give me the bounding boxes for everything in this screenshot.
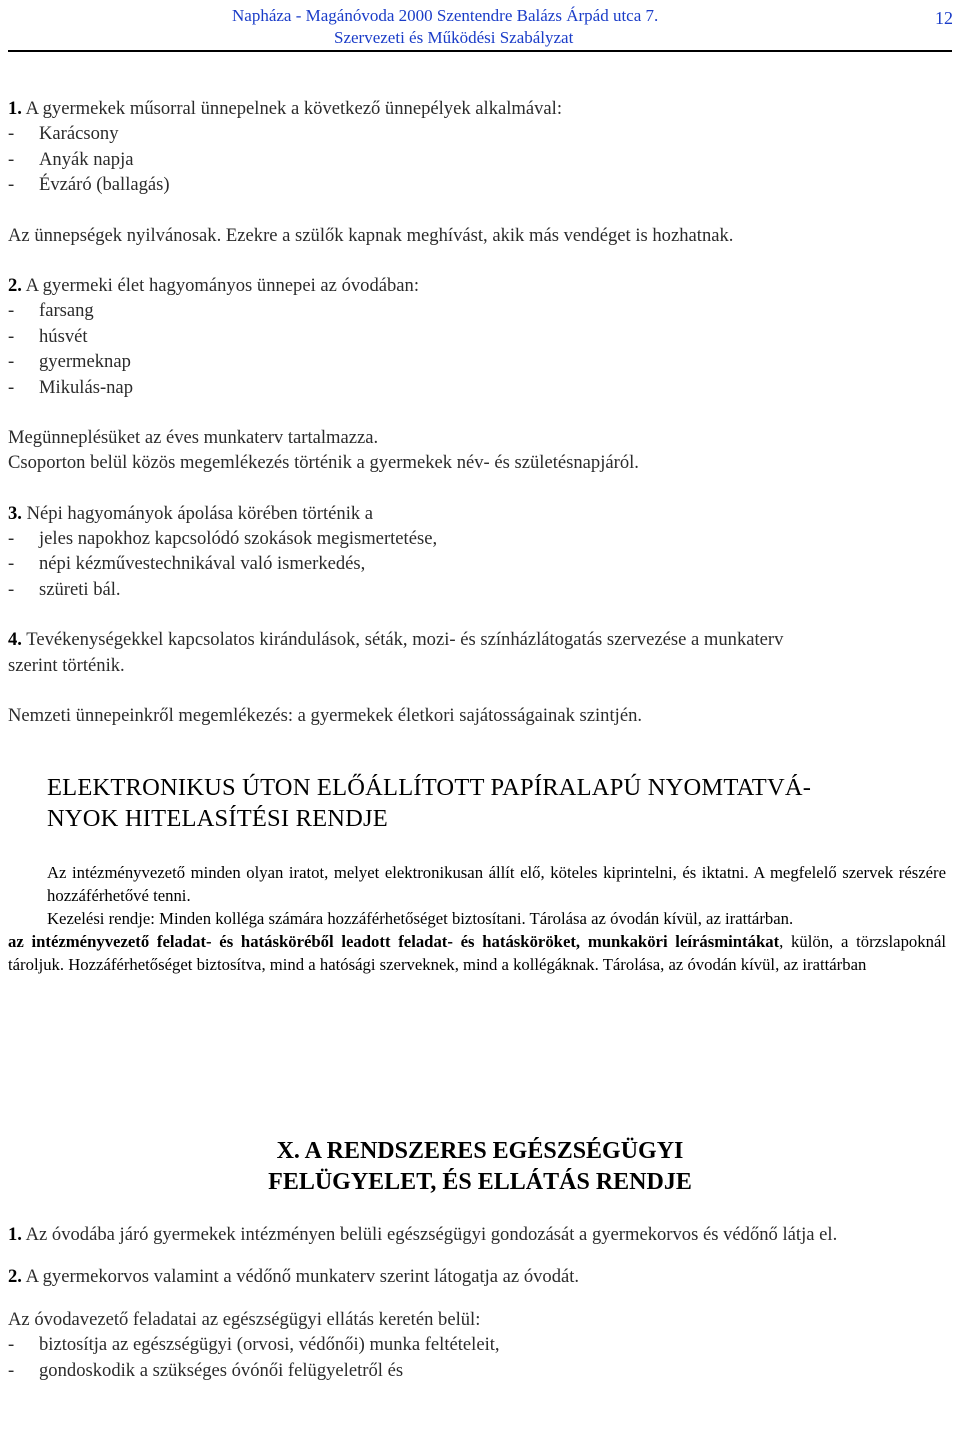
list-item: - népi kézművestechnikával való ismerkedés, xyxy=(8,553,366,575)
section-1-title: A gyermekek műsorral ünnepelnek a következő ünnepélyek alkalmával: xyxy=(21,98,563,119)
document-body xyxy=(8,96,952,728)
chapter-x-body xyxy=(8,1222,952,1383)
section-2-number: 2. xyxy=(8,274,22,296)
list-item: - biztosítja az egészségügyi (orvosi, védőnői) munka feltételeit, xyxy=(8,1334,500,1356)
section-2 xyxy=(8,273,952,476)
section-3 xyxy=(8,501,952,603)
list-item: - gyermeknap xyxy=(8,351,131,373)
list-item: - gondoskodik a szükséges óvónői felügyeletről és xyxy=(8,1359,404,1381)
section-2-title: A gyermeki élet hagyományos ünnepei az óvodában: xyxy=(21,274,420,296)
header-document-title: Szervezeti és Működési Szabályzat xyxy=(334,28,574,47)
section-1 xyxy=(8,96,952,248)
section-1-note: Az ünnepségek nyilvánosak. Ezekre a szülők kapnak meghívást, akik más vendéget is hozhatnak. xyxy=(8,224,734,246)
section-4 xyxy=(8,627,952,728)
list-item: - Karácsony xyxy=(8,123,119,145)
chapter-title-line-2: FELÜGYELET, ÉS ELLÁTÁS RENDJE xyxy=(268,1169,692,1195)
elektronikus-section xyxy=(8,772,952,976)
elektronikus-paragraph-2: Kezelési rendje: Minden kolléga számára hozzáférhetőséget biztosítani. Tárolása az óvodán kívül, az irattárban. xyxy=(47,909,794,928)
list-item: - szüreti bál. xyxy=(8,578,121,600)
page-number: 12 xyxy=(935,8,953,28)
list-item: - Mikulás-nap xyxy=(8,376,133,398)
section-2-note-1: Megünneplésüket az éves munkaterv tartalmazza. xyxy=(8,426,379,448)
chapter-x-title xyxy=(0,1136,960,1198)
section-3-number: 3. xyxy=(8,502,22,524)
list-item: - húsvét xyxy=(8,325,88,347)
elektronikus-heading: ELEKTRONIKUS ÚTON ELŐÁLLÍTOTT PAPÍRALAPÚ NYOMTATVÁ- NYOK HITELASÍTÉSI RENDJE xyxy=(47,774,812,832)
section-1-number: 1. xyxy=(8,98,22,119)
list-item: - Anyák napja xyxy=(8,148,134,170)
list-item: - Évzáró (ballagás) xyxy=(8,174,170,196)
section-2-note-2: Csoporton belül közös megemlékezés történik a gyermekek név- és születésnapjáról. xyxy=(8,452,639,474)
section-4-note: Nemzeti ünnepeinkről megemlékezés: a gyermekek életkori sajátosságainak szintjén. xyxy=(8,705,643,727)
x-item-2: 2. A gyermekorvos valamint a védőnő munkaterv szerint látogatja az óvodát. xyxy=(8,1266,580,1288)
elektronikus-paragraph-3: az intézményvezető feladat- és hatásköréből leadott feladat- és hatásköröket, munkaköri leírásmintákat, külön, a törzslapoknál tároljuk. Hozzáférhetőséget biztosítva, mind a hatósági szerveknek, mind a kollégáknak. Tárolása, az óvodán kívül, az irattárban xyxy=(8,932,946,974)
section-4-number: 4. xyxy=(8,629,22,651)
header-divider xyxy=(8,50,952,52)
list-item: - farsang xyxy=(8,300,94,322)
chapter-title-line-1: X. A RENDSZERES EGÉSZSÉGÜGYI xyxy=(276,1138,684,1164)
section-4-text: Tevékenységekkel kapcsolatos kirándulások, séták, mozi- és színházlátogatás szervezése a munkaterv xyxy=(21,629,784,651)
list-item: - jeles napokhoz kapcsolódó szokások megismertetése, xyxy=(8,528,438,550)
header-institution: Napháza - Magánóvoda 2000 Szentendre Balázs Árpád utca 7. xyxy=(232,6,659,25)
x-item-1: 1. Az óvodába járó gyermekek intézményen belüli egészségügyi gondozását a gyermekorvos és védőnő látja el. xyxy=(8,1224,838,1245)
x-intro: Az óvodavezető feladatai az egészségügyi ellátás keretén belül: xyxy=(8,1308,481,1330)
page-header xyxy=(0,4,960,46)
section-4-text-cont: szerint történik. xyxy=(8,654,125,676)
section-3-title: Népi hagyományok ápolása körében történik a xyxy=(21,502,374,524)
elektronikus-paragraph-1: Az intézményvezető minden olyan iratot, melyet elektronikusan állít elő, köteles kiprintelni, és iktatni. A megfelelő szervek részére hozzáférhetővé tenni. xyxy=(47,863,946,905)
